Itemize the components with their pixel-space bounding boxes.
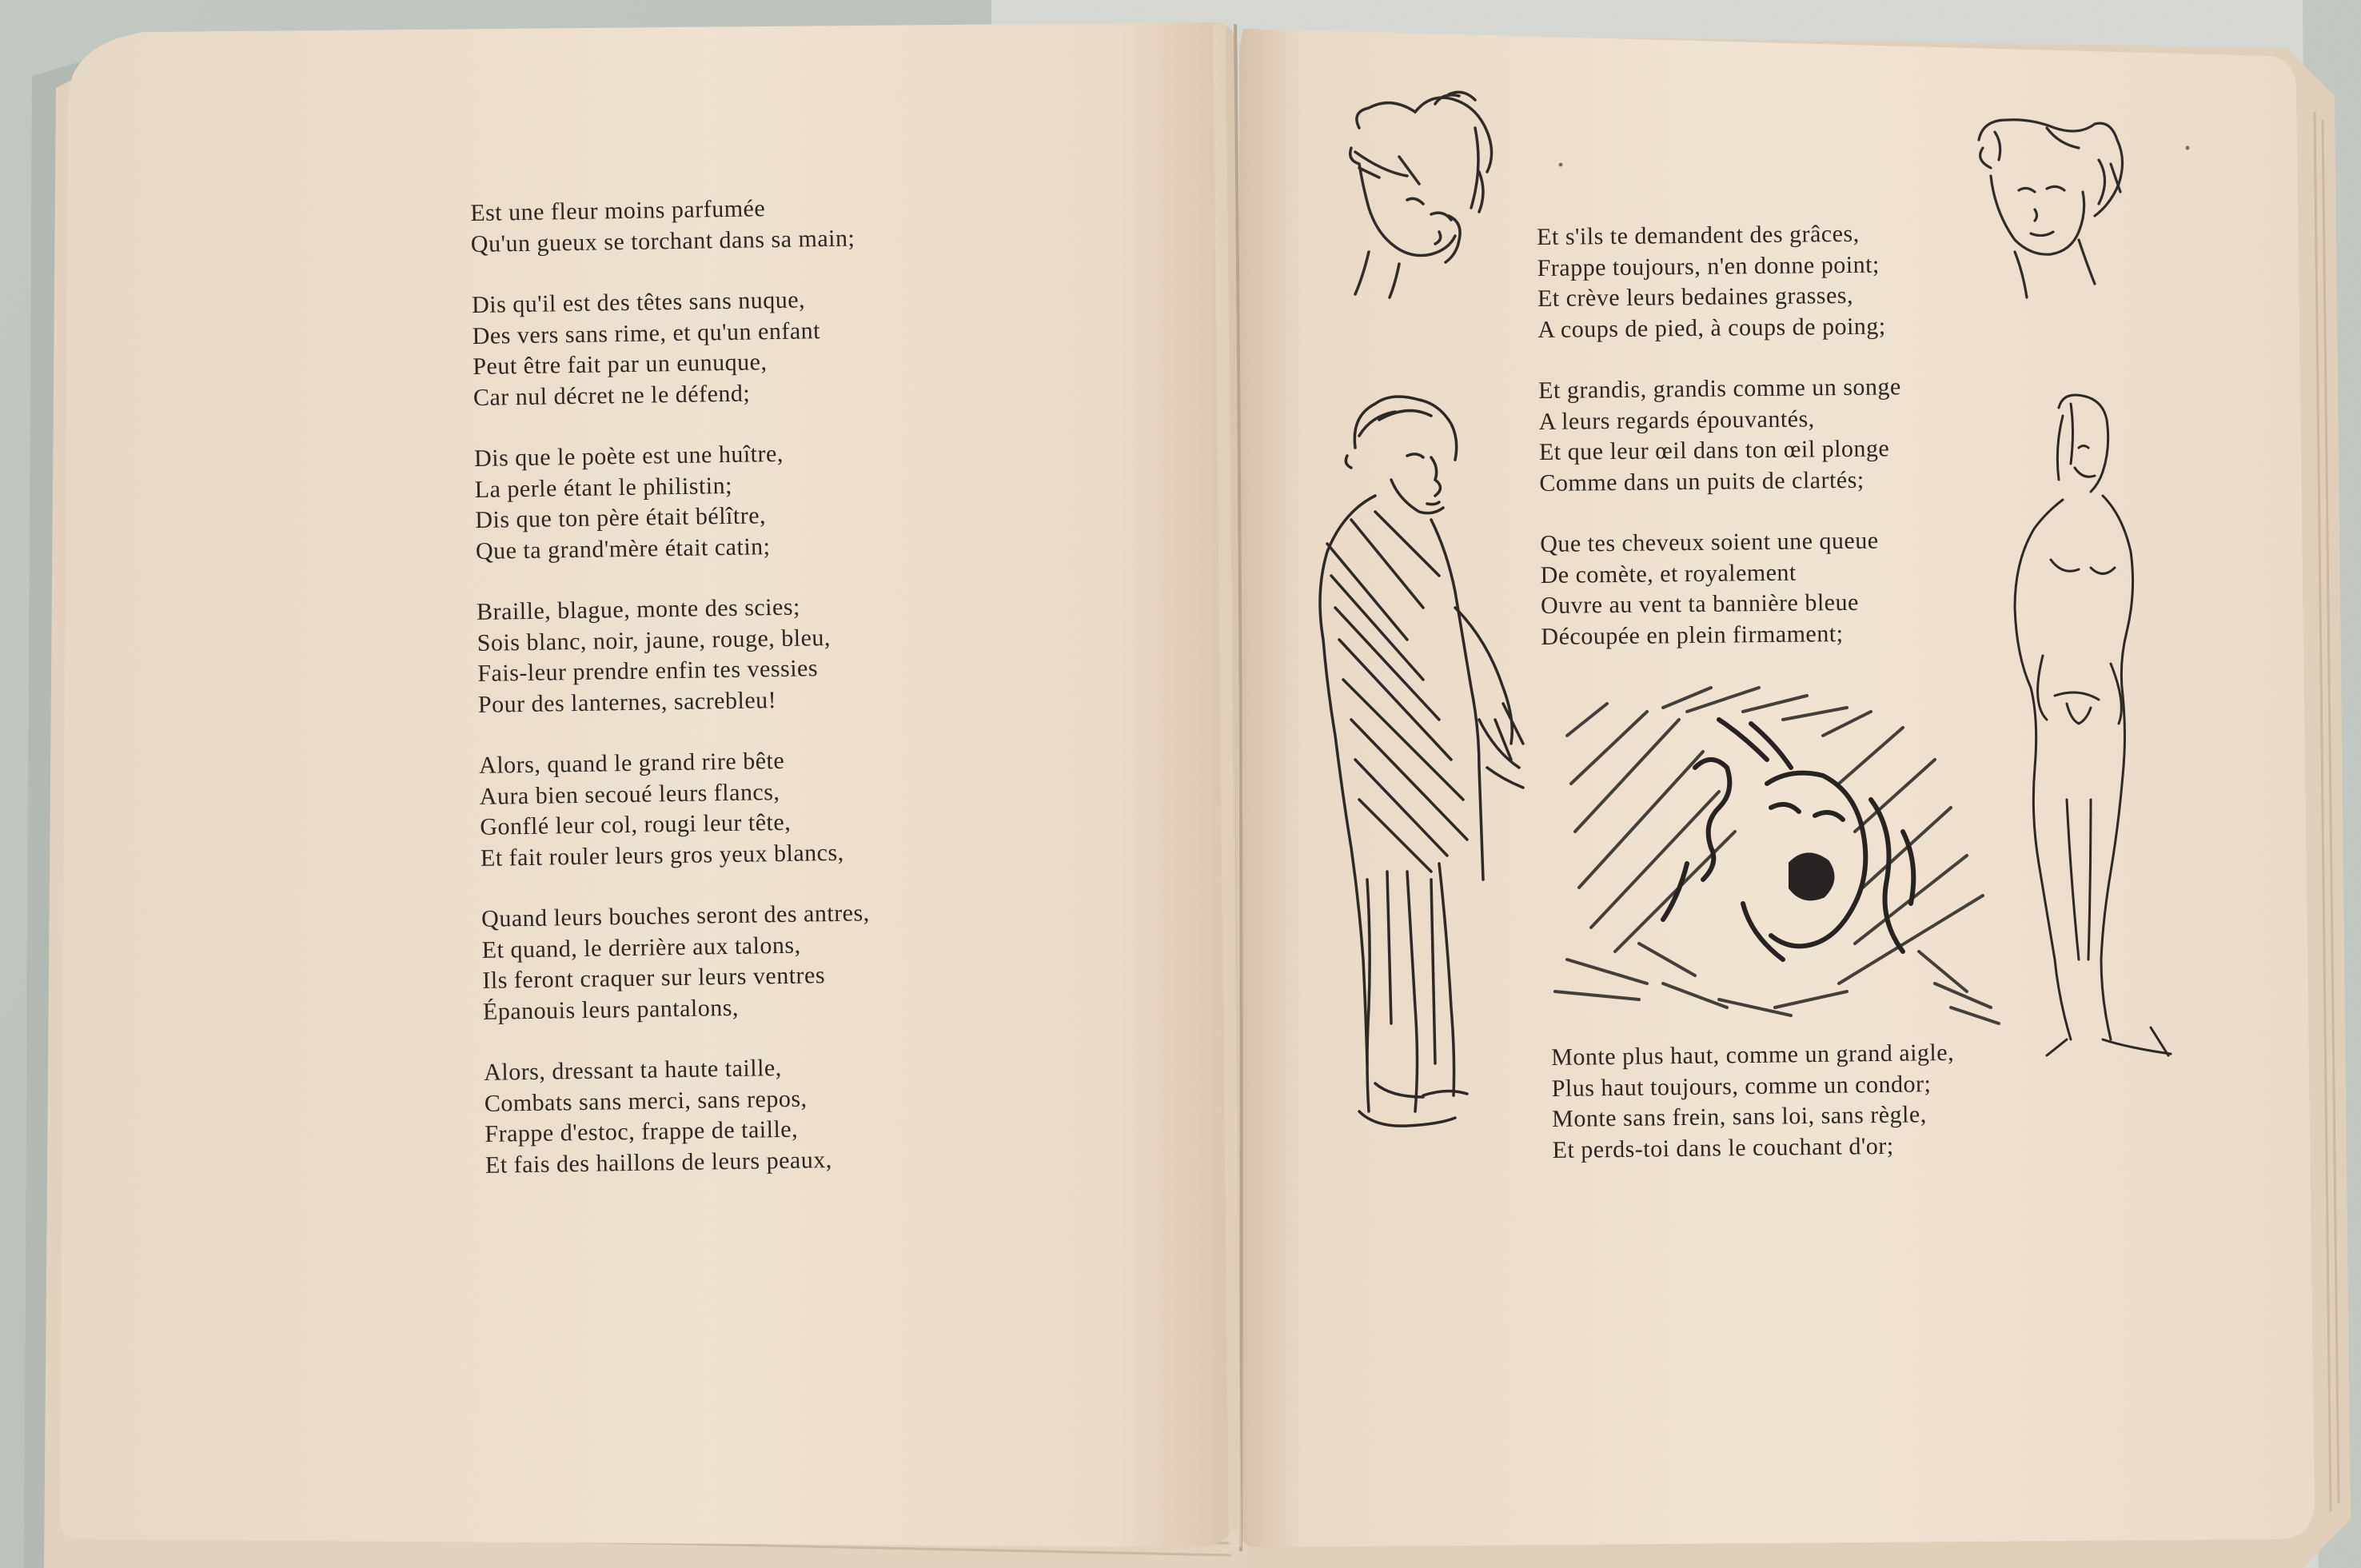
poem-line: A leurs regards épouvantés, — [1538, 405, 1815, 435]
poem-line: La perle étant le philistin; — [474, 472, 733, 503]
poem-line: Sois blanc, noir, jaune, rouge, bleu, — [477, 624, 832, 656]
poem-line: Et grandis, grandis comme un songe — [1538, 373, 1901, 404]
stanza — [1538, 372, 1902, 499]
poem-line: Dis qu'il est des têtes sans nuque, — [471, 286, 806, 318]
stanza — [484, 1051, 874, 1181]
poem-line: Et fait rouler leurs gros yeux blancs, — [480, 839, 844, 872]
poem-line: Plus haut toujours, comme un condor; — [1551, 1070, 1932, 1102]
poem-line: A coups de pied, à coups de poing; — [1537, 312, 1886, 343]
poem-line: De comète, et royalement — [1540, 559, 1797, 588]
poem-line: Gonflé leur col, rougi leur tête, — [480, 808, 792, 840]
left-page-poem — [470, 192, 874, 1211]
stanza — [481, 898, 871, 1027]
poem-line: Est une fleur moins parfumée — [470, 195, 766, 226]
poem-line: Ouvre au vent ta bannière bleue — [1540, 588, 1860, 619]
poem-line: Dis que le poète est une huître, — [473, 440, 784, 472]
poem-line: Dis que ton père était bélître, — [475, 502, 767, 533]
stanza — [1537, 218, 1900, 345]
poem-line: Car nul décret ne le défend; — [473, 380, 751, 411]
poem-line: Et perds-toi dans le couchant d'or; — [1552, 1132, 1894, 1163]
poem-line: Fais-leur prendre enfin tes vessies — [477, 655, 819, 687]
poem-line: Braille, blague, monte des scies; — [476, 593, 801, 625]
poem-line: Épanouis leurs pantalons, — [482, 994, 740, 1025]
poem-line: Pour des lanternes, sacrebleu! — [477, 686, 777, 718]
poem-line: Alors, dressant ta haute taille, — [483, 1055, 782, 1086]
poem-line: Frappe d'estoc, frappe de taille, — [485, 1115, 799, 1147]
poem-line: Monte sans frein, sans loi, sans règle, — [1551, 1101, 1927, 1132]
stanza — [479, 744, 869, 874]
stanza — [470, 192, 859, 260]
right-page-poem-bottom — [1551, 1038, 1956, 1196]
poem-line: Et s'ils te demandent des grâces, — [1537, 220, 1860, 250]
poem-line: Quand leurs bouches seront des antres, — [481, 900, 870, 932]
stanza — [477, 591, 867, 720]
poem-line: Des vers sans rime, et qu'un enfant — [472, 317, 821, 349]
poem-line: Aura bien secoué leurs flancs, — [479, 778, 780, 810]
poem-line: Découpée en plein firmament; — [1541, 620, 1844, 650]
poem-line: Combats sans merci, sans repos, — [484, 1085, 808, 1117]
poem-line: Comme dans un puits de clartés; — [1539, 466, 1864, 497]
poem-line: Qu'un gueux se torchant dans sa main; — [470, 224, 855, 257]
poem-line: Ils feront craquer sur leurs ventres — [482, 962, 826, 994]
poem-line: Et crève leurs bedaines grasses, — [1537, 281, 1854, 312]
poem-line: Frappe toujours, n'en donne point; — [1537, 251, 1880, 281]
stanza — [1551, 1038, 1956, 1166]
right-page-poem-top — [1537, 218, 1904, 683]
poem-line: Et quand, le derrière aux talons, — [481, 932, 801, 964]
stanza — [474, 437, 864, 567]
poem-line: Que ta grand'mère était catin; — [475, 533, 771, 565]
poem-line: Que tes cheveux soient une queue — [1540, 527, 1879, 557]
poem-line: Alors, quand le grand rire bête — [478, 747, 785, 779]
poem-line: Et que leur œil dans ton œil plonge — [1538, 435, 1890, 465]
stanza — [1540, 525, 1904, 652]
stanza — [472, 284, 862, 413]
poem-line: Monte plus haut, comme un grand aigle, — [1551, 1039, 1955, 1071]
poem-line: Et fais des haillons de leurs peaux, — [485, 1146, 832, 1179]
poem-line: Peut être fait par un eunuque, — [473, 349, 768, 380]
